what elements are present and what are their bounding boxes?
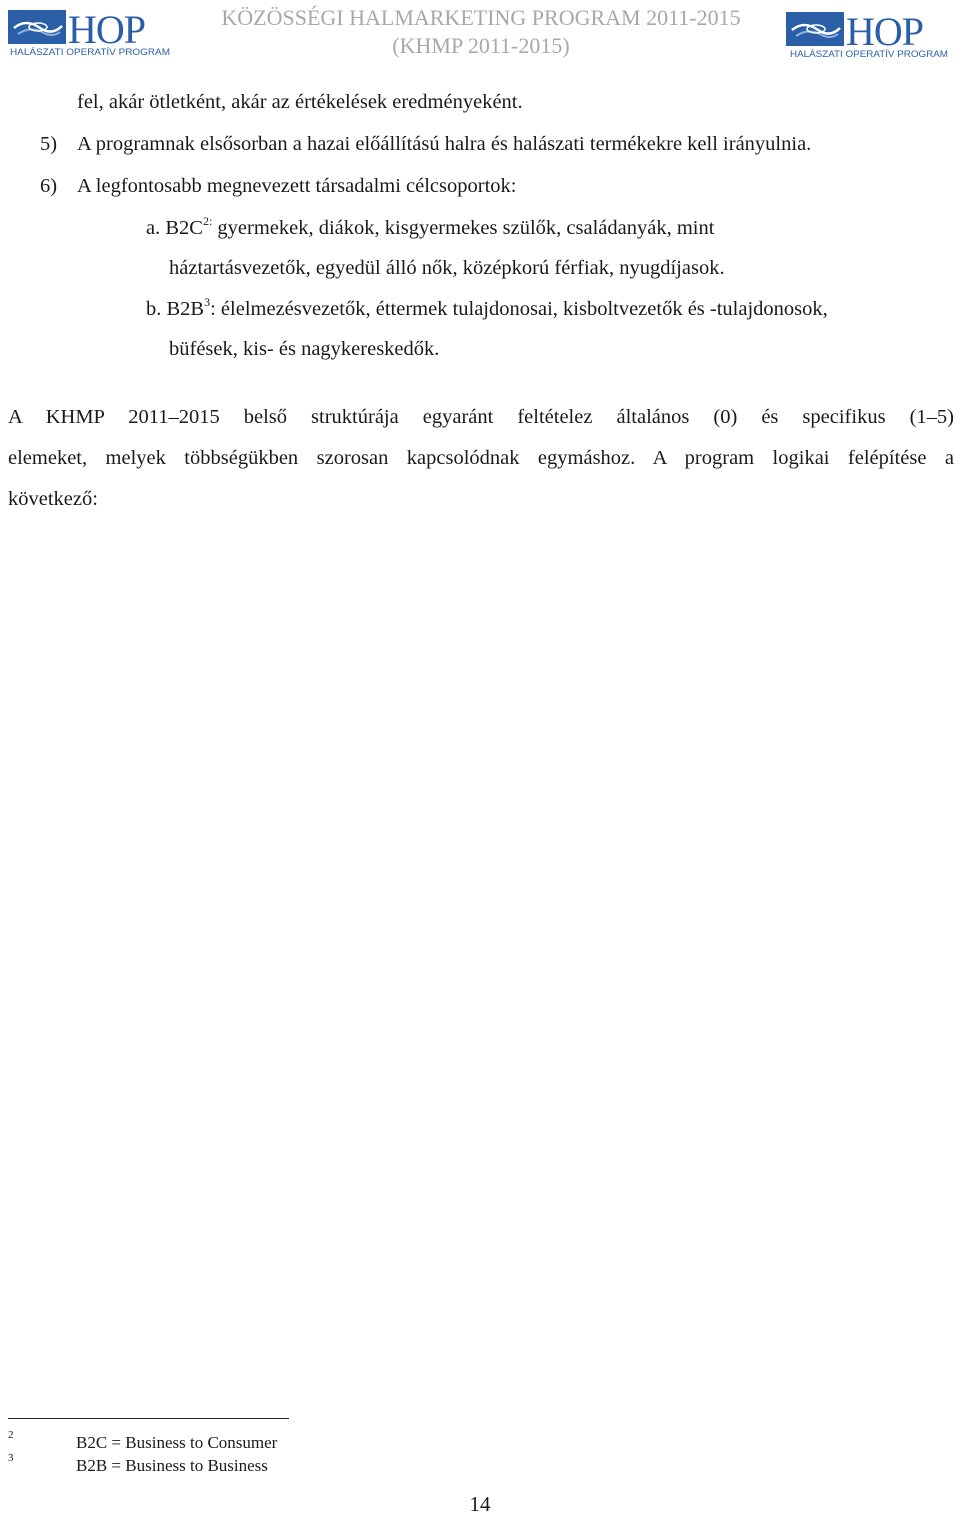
hop-logo-right-sub: HALÁSZATI OPERATÍV PROGRAM — [790, 49, 948, 58]
footnote-ref-2: 2: — [202, 214, 213, 228]
footnote-ref-3: 3 — [204, 295, 211, 309]
footnote-3-text: B2B = Business to Business — [76, 1456, 268, 1475]
footnote-2-mark: 2 — [8, 1429, 14, 1441]
paragraph-line-1: A KHMP 2011–2015 belső struktúrája egyaránt feltételez általános (0) és specifikus (1–5) — [8, 406, 954, 428]
header-title-line1: KÖZÖSSÉGI HALMARKETING PROGRAM 2011-2015 — [221, 5, 741, 30]
footnote-2-text: B2C = Business to Consumer — [76, 1433, 278, 1452]
item-6-number: 6) — [40, 175, 58, 197]
hop-logo-left-sub: HALÁSZATI OPERATÍV PROGRAM — [10, 47, 170, 57]
page-number: 14 — [469, 1492, 491, 1516]
sub-item-a-text-continued: háztartásvezetők, egyedül álló nők, középkorú férfiak, nyugdíjasok. — [169, 257, 725, 279]
paragraph-line-3: következő: — [8, 488, 98, 510]
header-title — [185, 4, 777, 60]
item-6-text: A legfontosabb megnevezett társadalmi célcsoportok: — [77, 175, 517, 197]
hop-logo-right — [786, 6, 952, 58]
sub-item-a-label: a. B2C — [146, 217, 203, 239]
sub-item-b-text-continued: büfések, kis- és nagykereskedők. — [169, 338, 440, 360]
sub-item-a — [146, 215, 714, 243]
paragraph-line-2: elemeket, melyek többségükben szorosan kapcsolódnak egymáshoz. A program logikai felépítése a — [8, 447, 954, 469]
hop-logo-right-main: HOP — [846, 9, 924, 54]
item-5-text: A programnak elsősorban a hazai előállítású halra és halászati termékekre kell irányulnia. — [77, 133, 812, 155]
sub-item-b — [146, 296, 828, 324]
continuation-line: fel, akár ötletként, akár az értékelések eredményeként. — [77, 91, 523, 113]
sub-item-b-label: b. B2B — [146, 298, 205, 320]
hop-logo-left-main: HOP — [68, 7, 146, 52]
sub-item-b-text: : élelmezésvezetők, éttermek tulajdonosai, kisboltvezetők és -tulajdonosok, — [210, 298, 828, 320]
footnote-3-mark: 3 — [8, 1452, 14, 1464]
sub-item-a-text: gyermekek, diákok, kisgyermekes szülők, családanyák, mint — [212, 217, 715, 239]
footnote-separator — [8, 1418, 289, 1419]
hop-logo-left — [8, 6, 174, 58]
item-5-number: 5) — [40, 133, 58, 155]
header-title-line2: (KHMP 2011-2015) — [392, 33, 570, 58]
